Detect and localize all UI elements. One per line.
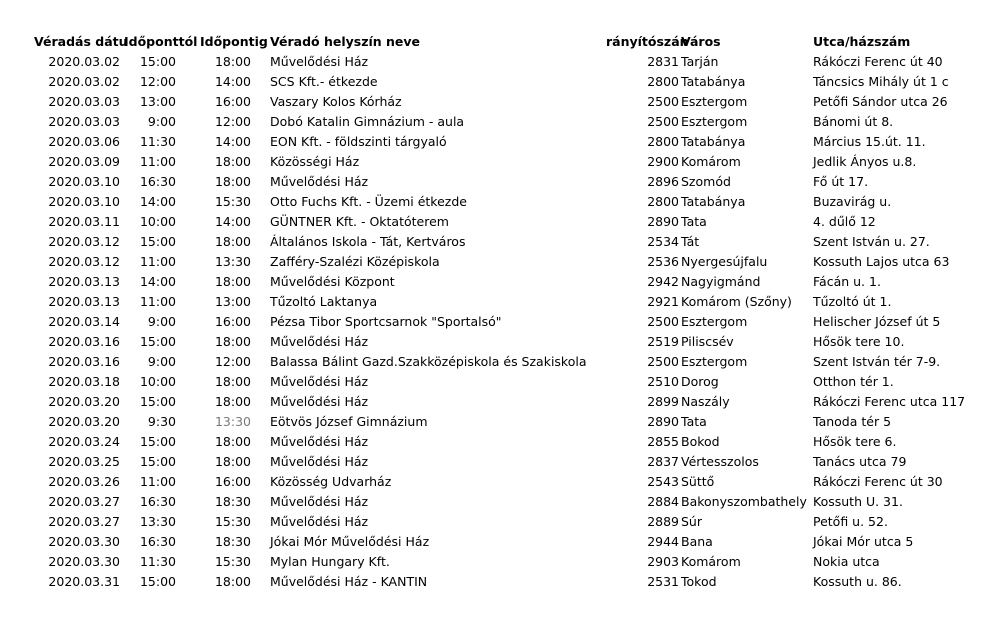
cell-location-name[interactable]: Művelődési Ház - KANTIN	[270, 574, 428, 589]
cell-location-name[interactable]: GÜNTNER Kft. - Oktatóterem	[270, 214, 449, 229]
cell-zip[interactable]: 2903	[647, 554, 679, 569]
table-row	[0, 52, 1007, 72]
cell-from-time[interactable]: 16:30	[139, 534, 176, 549]
cell-address[interactable]: Otthon tér 1.	[813, 374, 894, 389]
cell-date[interactable]: 2020.03.10	[48, 174, 120, 189]
cell-from-time[interactable]: 14:00	[139, 194, 176, 209]
table-row	[0, 512, 1007, 532]
cell-to-time[interactable]: 18:00	[214, 234, 251, 249]
cell-location-name[interactable]: EON Kft. - földszinti tárgyaló	[270, 134, 447, 149]
cell-location-name[interactable]: Pézsa Tibor Sportcsarnok "Sportalsó"	[270, 314, 502, 329]
cell-date[interactable]: 2020.03.18	[48, 374, 120, 389]
cell-date[interactable]: 2020.03.09	[48, 154, 120, 169]
cell-to-time[interactable]: 16:00	[214, 474, 251, 489]
cell-city[interactable]: Esztergom	[681, 94, 748, 109]
table-row	[0, 72, 1007, 92]
cell-zip[interactable]: 2900	[647, 154, 679, 169]
cell-address[interactable]: Petőfi u. 52.	[813, 514, 888, 529]
cell-location-name[interactable]: Balassa Bálint Gazd.Szakközépiskola és Szakiskola	[270, 354, 587, 369]
cell-from-time[interactable]: 15:00	[139, 454, 176, 469]
table-row	[0, 412, 1007, 432]
cell-city[interactable]: Tokod	[681, 574, 717, 589]
table-row	[0, 332, 1007, 352]
cell-location-name[interactable]: Jókai Mór Művelődési Ház	[270, 534, 430, 549]
cell-location-name[interactable]: Művelődési Ház	[270, 334, 369, 349]
cell-address[interactable]: Jedlik Ányos u.8.	[813, 154, 917, 169]
cell-zip[interactable]: 2519	[647, 334, 679, 349]
cell-date[interactable]: 2020.03.26	[48, 474, 120, 489]
cell-date[interactable]: 2020.03.12	[48, 234, 120, 249]
cell-city[interactable]: Nagyigmánd	[681, 274, 761, 289]
cell-city[interactable]: Tatabánya	[681, 134, 746, 149]
cell-zip[interactable]: 2800	[647, 74, 679, 89]
cell-from-time[interactable]: 11:00	[139, 254, 176, 269]
blood-donation-schedule-table	[0, 32, 1007, 592]
cell-city[interactable]: Bakonyszombathely	[681, 494, 807, 509]
cell-date[interactable]: 2020.03.25	[48, 454, 120, 469]
cell-zip[interactable]: 2543	[647, 474, 679, 489]
cell-from-time[interactable]: 9:00	[147, 354, 176, 369]
cell-zip[interactable]: 2800	[647, 194, 679, 209]
cell-address[interactable]: Bánomi út 8.	[813, 114, 894, 129]
cell-address[interactable]: Fácán u. 1.	[813, 274, 881, 289]
cell-city[interactable]: Naszály	[681, 394, 730, 409]
cell-city[interactable]: Bokod	[681, 434, 720, 449]
cell-city[interactable]: Tata	[681, 414, 707, 429]
cell-address[interactable]: Buzavirág u.	[813, 194, 892, 209]
cell-address[interactable]: Rákóczi Ferenc út 30	[813, 474, 943, 489]
cell-city[interactable]: Esztergom	[681, 314, 748, 329]
cell-address[interactable]: Szent István u. 27.	[813, 234, 930, 249]
cell-from-time[interactable]: 15:00	[139, 394, 176, 409]
cell-location-name[interactable]: Művelődési Ház	[270, 374, 369, 389]
cell-to-time[interactable]: 12:00	[214, 114, 251, 129]
cell-location-name[interactable]: Otto Fuchs Kft. - Üzemi étkezde	[270, 194, 467, 209]
cell-location-name[interactable]: Zafféry-Szalézi Középiskola	[270, 254, 440, 269]
cell-to-time[interactable]: 16:00	[214, 314, 251, 329]
cell-city[interactable]: Tarján	[681, 54, 719, 69]
table-row	[0, 192, 1007, 212]
cell-address[interactable]: Rákóczi Ferenc utca 117	[813, 394, 966, 409]
cell-city[interactable]: Dorog	[681, 374, 719, 389]
cell-to-time[interactable]: 18:00	[214, 174, 251, 189]
cell-zip[interactable]: 2500	[647, 314, 679, 329]
cell-from-time[interactable]: 16:30	[139, 494, 176, 509]
cell-location-name[interactable]: SCS Kft.- étkezde	[270, 74, 378, 89]
table-row	[0, 212, 1007, 232]
cell-location-name[interactable]: Eötvös József Gimnázium	[270, 414, 428, 429]
cell-zip[interactable]: 2890	[647, 414, 679, 429]
cell-address[interactable]: Hősök tere 6.	[813, 434, 897, 449]
header-from-time[interactable]: Időponttól	[124, 34, 198, 49]
cell-to-time[interactable]: 18:00	[214, 454, 251, 469]
cell-to-time[interactable]: 18:30	[214, 494, 251, 509]
table-row	[0, 552, 1007, 572]
cell-to-time[interactable]: 13:30	[214, 414, 251, 429]
table-row	[0, 492, 1007, 512]
cell-to-time[interactable]: 18:00	[214, 334, 251, 349]
table-header-row	[0, 32, 1007, 52]
cell-location-name[interactable]: Művelődési Ház	[270, 454, 369, 469]
cell-location-name[interactable]: Általános Iskola - Tát, Kertváros	[270, 234, 466, 249]
table-row	[0, 92, 1007, 112]
cell-date[interactable]: 2020.03.20	[48, 394, 120, 409]
table-body	[0, 52, 1007, 592]
table-row	[0, 312, 1007, 332]
cell-address[interactable]: Tanács utca 79	[813, 454, 907, 469]
cell-zip[interactable]: 2944	[647, 534, 679, 549]
cell-to-time[interactable]: 18:00	[214, 394, 251, 409]
cell-to-time[interactable]: 16:00	[214, 94, 251, 109]
cell-from-time[interactable]: 10:00	[139, 374, 176, 389]
cell-zip[interactable]: 2531	[647, 574, 679, 589]
cell-city[interactable]: Süttő	[681, 474, 715, 489]
cell-date[interactable]: 2020.03.14	[48, 314, 120, 329]
cell-date[interactable]: 2020.03.24	[48, 434, 120, 449]
cell-date[interactable]: 2020.03.30	[48, 534, 120, 549]
cell-city[interactable]: Szomód	[681, 174, 731, 189]
cell-from-time[interactable]: 11:00	[139, 154, 176, 169]
cell-location-name[interactable]: Dobó Katalin Gimnázium - aula	[270, 114, 465, 129]
cell-to-time[interactable]: 18:00	[214, 434, 251, 449]
cell-to-time[interactable]: 15:30	[214, 194, 251, 209]
header-date[interactable]: Véradás dátu	[34, 34, 128, 49]
table-row	[0, 572, 1007, 592]
cell-zip[interactable]: 2534	[647, 234, 679, 249]
cell-location-name[interactable]: Vaszary Kolos Kórház	[270, 94, 402, 109]
cell-date[interactable]: 2020.03.02	[48, 74, 120, 89]
cell-date[interactable]: 2020.03.03	[48, 94, 120, 109]
header-location-name[interactable]: Véradó helyszín neve	[270, 34, 421, 49]
cell-date[interactable]: 2020.03.27	[48, 514, 120, 529]
cell-zip[interactable]: 2889	[647, 514, 679, 529]
cell-from-time[interactable]: 10:00	[139, 214, 176, 229]
cell-address[interactable]: Jókai Mór utca 5	[813, 534, 914, 549]
cell-date[interactable]: 2020.03.16	[48, 334, 120, 349]
cell-to-time[interactable]: 15:30	[214, 514, 251, 529]
table-row	[0, 392, 1007, 412]
cell-date[interactable]: 2020.03.20	[48, 414, 120, 429]
cell-zip[interactable]: 2921	[647, 294, 679, 309]
cell-to-time[interactable]: 13:30	[214, 254, 251, 269]
cell-date[interactable]: 2020.03.13	[48, 274, 120, 289]
table-row	[0, 292, 1007, 312]
cell-from-time[interactable]: 15:00	[139, 434, 176, 449]
header-to-time[interactable]: Időpontig	[200, 34, 268, 49]
cell-address[interactable]: Kossuth u. 86.	[813, 574, 902, 589]
cell-from-time[interactable]: 16:30	[139, 174, 176, 189]
cell-city[interactable]: Komárom (Szőny)	[681, 294, 792, 309]
cell-zip[interactable]: 2884	[647, 494, 679, 509]
cell-location-name[interactable]: Közösség Udvarház	[270, 474, 392, 489]
cell-city[interactable]: Nyergesújfalu	[681, 254, 768, 269]
cell-city[interactable]: Tát	[681, 234, 700, 249]
table-row	[0, 252, 1007, 272]
cell-date[interactable]: 2020.03.10	[48, 194, 120, 209]
cell-city[interactable]: Súr	[681, 514, 702, 529]
cell-date[interactable]: 2020.03.11	[48, 214, 120, 229]
cell-location-name[interactable]: Művelődési Ház	[270, 434, 369, 449]
cell-address[interactable]: Táncsics Mihály út 1 c	[813, 74, 949, 89]
cell-zip[interactable]: 2890	[647, 214, 679, 229]
table-row	[0, 272, 1007, 292]
cell-city[interactable]: Tatabánya	[681, 194, 746, 209]
cell-address[interactable]: Fő út 17.	[813, 174, 869, 189]
table-row	[0, 452, 1007, 472]
cell-date[interactable]: 2020.03.12	[48, 254, 120, 269]
cell-to-time[interactable]: 18:00	[214, 574, 251, 589]
cell-location-name[interactable]: Művelődési Ház	[270, 514, 369, 529]
table-row	[0, 532, 1007, 552]
cell-city[interactable]: Bana	[681, 534, 713, 549]
cell-date[interactable]: 2020.03.06	[48, 134, 120, 149]
cell-address[interactable]: Szent István tér 7-9.	[813, 354, 941, 369]
cell-to-time[interactable]: 18:00	[214, 54, 251, 69]
cell-date[interactable]: 2020.03.31	[48, 574, 120, 589]
cell-location-name[interactable]: Közösségi Ház	[270, 154, 360, 169]
cell-from-time[interactable]: 15:00	[139, 334, 176, 349]
cell-address[interactable]: Március 15.út. 11.	[813, 134, 926, 149]
cell-city[interactable]: Komárom	[681, 554, 741, 569]
cell-address[interactable]: Kossuth Lajos utca 63	[813, 254, 950, 269]
cell-to-time[interactable]: 18:00	[214, 154, 251, 169]
cell-city[interactable]: Vértesszolos	[681, 454, 759, 469]
cell-zip[interactable]: 2500	[647, 354, 679, 369]
cell-from-time[interactable]: 12:00	[139, 74, 176, 89]
cell-date[interactable]: 2020.03.13	[48, 294, 120, 309]
cell-from-time[interactable]: 15:00	[139, 574, 176, 589]
cell-to-time[interactable]: 18:00	[214, 374, 251, 389]
table-row	[0, 352, 1007, 372]
header-address[interactable]: Utca/házszám	[813, 34, 911, 49]
table-row	[0, 152, 1007, 172]
cell-from-time[interactable]: 9:00	[147, 314, 176, 329]
cell-to-time[interactable]: 15:30	[214, 554, 251, 569]
cell-location-name[interactable]: Tűzoltó Laktanya	[270, 294, 378, 309]
table-row	[0, 172, 1007, 192]
cell-from-time[interactable]: 9:30	[147, 414, 176, 429]
cell-to-time[interactable]: 12:00	[214, 354, 251, 369]
cell-zip[interactable]: 2510	[647, 374, 679, 389]
cell-address[interactable]: Kossuth U. 31.	[813, 494, 903, 509]
cell-zip[interactable]: 2536	[647, 254, 679, 269]
cell-address[interactable]: Tanoda tér 5	[813, 414, 892, 429]
cell-location-name[interactable]: Művelődési Ház	[270, 494, 369, 509]
cell-location-name[interactable]: Művelődési Ház	[270, 54, 369, 69]
table-row	[0, 232, 1007, 252]
cell-from-time[interactable]: 11:30	[139, 554, 176, 569]
cell-location-name[interactable]: Művelődési Ház	[270, 174, 369, 189]
cell-zip[interactable]: 2500	[647, 94, 679, 109]
cell-from-time[interactable]: 15:00	[139, 54, 176, 69]
cell-to-time[interactable]: 14:00	[214, 214, 251, 229]
cell-city[interactable]: Esztergom	[681, 354, 748, 369]
table-row	[0, 372, 1007, 392]
cell-address[interactable]: Tűzoltó út 1.	[813, 294, 892, 309]
header-city[interactable]: Város	[681, 34, 721, 49]
cell-address[interactable]: Helischer József út 5	[813, 314, 941, 329]
cell-from-time[interactable]: 13:00	[139, 94, 176, 109]
cell-from-time[interactable]: 11:30	[139, 134, 176, 149]
cell-address[interactable]: Hősök tere 10.	[813, 334, 905, 349]
cell-to-time[interactable]: 14:00	[214, 74, 251, 89]
cell-zip[interactable]: 2831	[647, 54, 679, 69]
table-row	[0, 132, 1007, 152]
cell-date[interactable]: 2020.03.27	[48, 494, 120, 509]
cell-from-time[interactable]: 15:00	[139, 234, 176, 249]
cell-zip[interactable]: 2899	[647, 394, 679, 409]
cell-city[interactable]: Piliscsév	[681, 334, 734, 349]
cell-location-name[interactable]: Művelődési Ház	[270, 394, 369, 409]
cell-city[interactable]: Tata	[681, 214, 707, 229]
cell-from-time[interactable]: 14:00	[139, 274, 176, 289]
cell-city[interactable]: Komárom	[681, 154, 741, 169]
cell-from-time[interactable]: 9:00	[147, 114, 176, 129]
cell-zip[interactable]: 2837	[647, 454, 679, 469]
header-zip[interactable]: rányítószán	[606, 34, 689, 49]
cell-date[interactable]: 2020.03.03	[48, 114, 120, 129]
cell-address[interactable]: Rákóczi Ferenc út 40	[813, 54, 943, 69]
cell-city[interactable]: Tatabánya	[681, 74, 746, 89]
cell-address[interactable]: Nokia utca	[813, 554, 880, 569]
cell-address[interactable]: 4. dűlő 12	[813, 214, 876, 229]
cell-date[interactable]: 2020.03.16	[48, 354, 120, 369]
cell-from-time[interactable]: 11:00	[139, 474, 176, 489]
table-row	[0, 432, 1007, 452]
cell-address[interactable]: Petőfi Sándor utca 26	[813, 94, 948, 109]
cell-location-name[interactable]: Művelődési Központ	[270, 274, 395, 289]
cell-to-time[interactable]: 14:00	[214, 134, 251, 149]
cell-to-time[interactable]: 13:00	[214, 294, 251, 309]
cell-zip[interactable]: 2800	[647, 134, 679, 149]
table-row	[0, 472, 1007, 492]
cell-to-time[interactable]: 18:30	[214, 534, 251, 549]
cell-city[interactable]: Esztergom	[681, 114, 748, 129]
cell-from-time[interactable]: 13:30	[139, 514, 176, 529]
table-row	[0, 112, 1007, 132]
cell-date[interactable]: 2020.03.30	[48, 554, 120, 569]
cell-location-name[interactable]: Mylan Hungary Kft.	[270, 554, 390, 569]
cell-zip[interactable]: 2896	[647, 174, 679, 189]
cell-date[interactable]: 2020.03.02	[48, 54, 120, 69]
cell-zip[interactable]: 2500	[647, 114, 679, 129]
cell-from-time[interactable]: 11:00	[139, 294, 176, 309]
cell-to-time[interactable]: 18:00	[214, 274, 251, 289]
cell-zip[interactable]: 2855	[647, 434, 679, 449]
cell-zip[interactable]: 2942	[647, 274, 679, 289]
